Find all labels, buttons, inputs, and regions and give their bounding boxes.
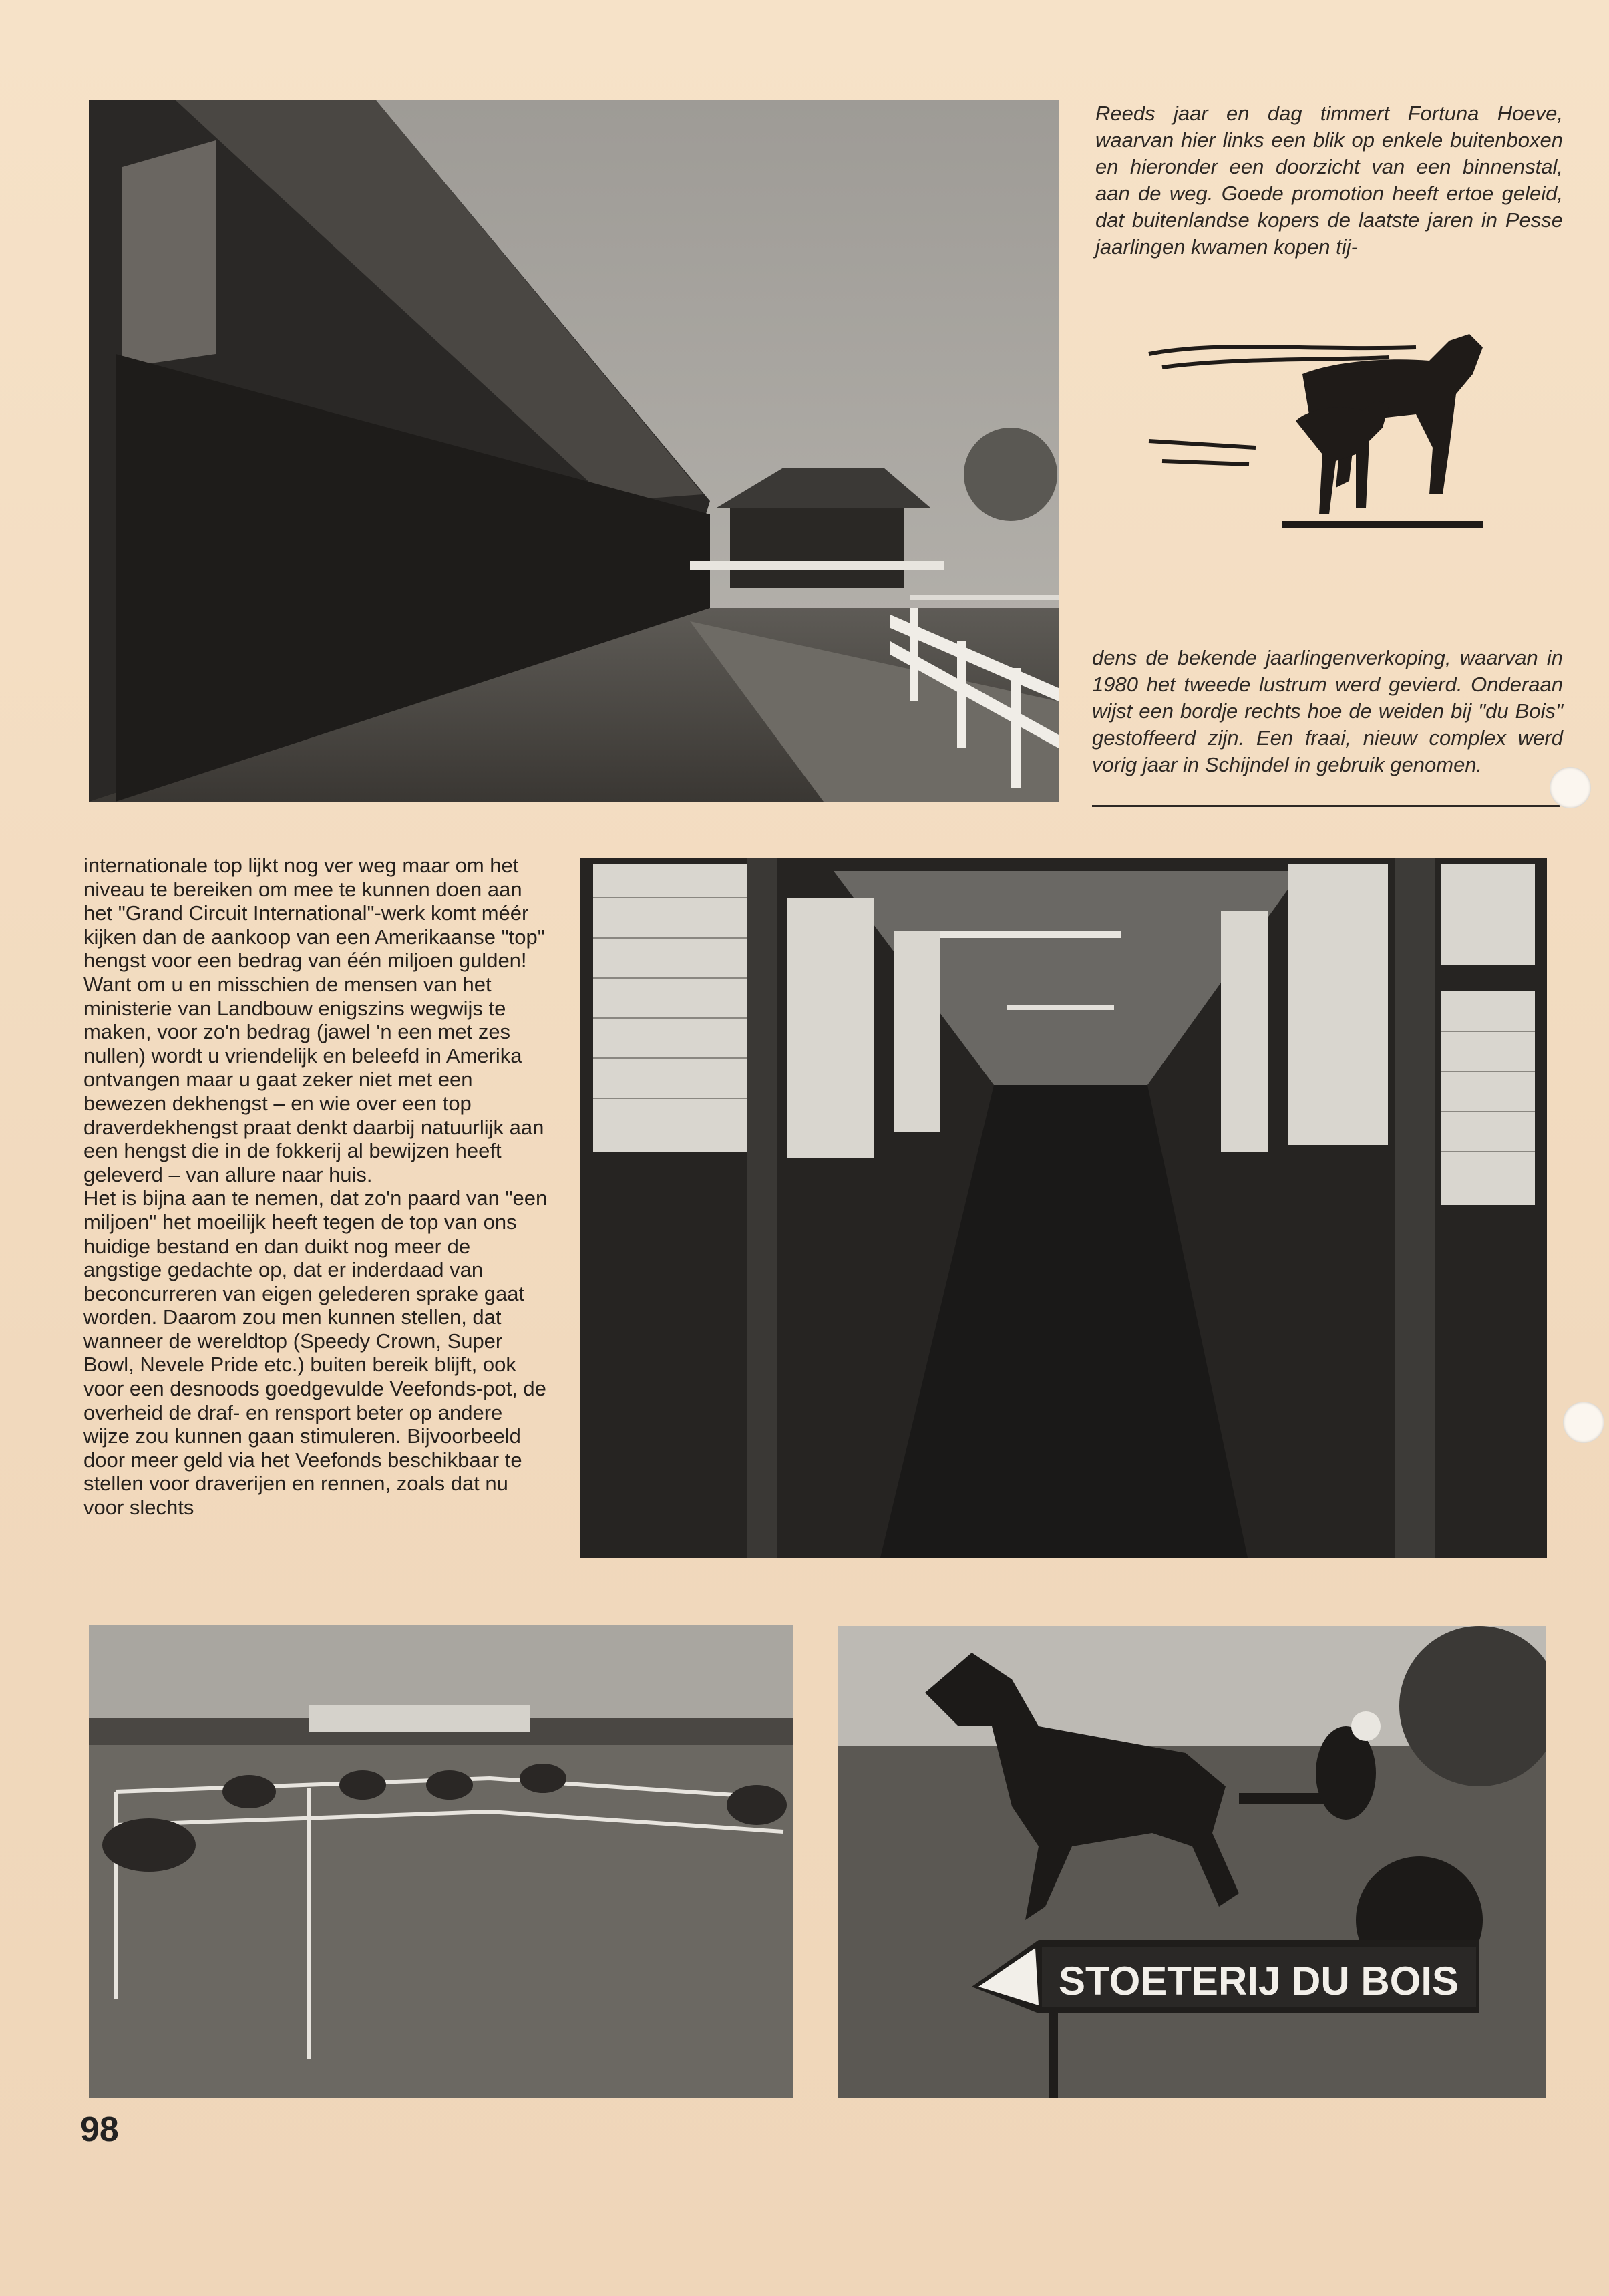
punch-hole-top	[1550, 767, 1591, 808]
horse-foal-sketch	[1135, 321, 1509, 561]
sign-text: STOETERIJ DU BOIS	[1059, 1959, 1459, 2003]
photo-indoor-stable	[580, 858, 1547, 1558]
body-paragraph-1: internationale top lijkt nog ver weg maar om het niveau te bereiken om mee te kunnen doen aan het "Grand Circuit International"-werk komt méér kijken dan de aankoop van een Amerikaanse "top" hengst voor een bedrag van één miljoen gulden! Want om u en misschien de mensen van het ministerie van Landbouw enigszins wegwijs te maken, voor zo'n bedrag (jawel 'n een met zes nullen) wordt u vriendelijk en beleefd in Amerika ontvangen maar u gaat zeker niet met een bewezen dekhengst – en wie over een top draverdekhengst praat denkt daarbij natuurlijk aan een hengst die in de fokkerij al bewijzen heeft geleverd – van allure naar huis.	[83, 854, 545, 1186]
photo-du-bois-sign	[838, 1626, 1546, 2098]
article-body	[83, 854, 551, 1520]
caption-top: Reeds jaar en dag timmert Fortuna Hoeve, waarvan hier links een blik op enkele buitenboxen en hieronder een doorzicht van een binnenstal, aan de weg. Goede promotion heeft ertoe geleid, dat buitenlandse kopers de laatste jaren in Pesse jaarlingen kwamen kopen tij-	[1095, 102, 1563, 259]
body-paragraph-2: Het is bijna aan te nemen, dat zo'n paard van "een miljoen" het moeilijk heeft tegen de top van ons huidige bestand en dan duikt nog meer de angstige gedachte op, dat er inderdaad van beconcurreren van eigen gelederen sprake gaat worden. Daarom zou men kunnen stellen, dat wanneer de wereldtop (Speedy Crown, Super Bowl, Nevele Pride etc.) buiten bereik blijft, ook voor een desnoods goedgevulde Veefonds-pot, de overheid de draf- en rensport beter op andere wijze zou kunnen gaan stimuleren. Bijvoorbeeld door meer geld via het Veefonds beschikbaar te stellen voor draverijen en rennen, zoals dat nu voor slechts	[83, 1186, 548, 1520]
caption-bottom: dens de bekende jaarlingenverkoping, waarvan in 1980 het tweede lustrum werd gevierd. Onderaan wijst een bordje rechts hoe de weiden bij "du Bois" gestoffeerd zijn. Een fraai, nieuw complex werd vorig jaar in Schijndel in gebruik genomen.	[1092, 646, 1563, 776]
photo-paddock-horses	[89, 1625, 793, 2098]
photo-outdoor-stables	[89, 100, 1059, 802]
punch-hole-bottom	[1563, 1402, 1604, 1443]
caption-rule	[1092, 805, 1560, 807]
page-number: 98	[80, 2110, 119, 2149]
